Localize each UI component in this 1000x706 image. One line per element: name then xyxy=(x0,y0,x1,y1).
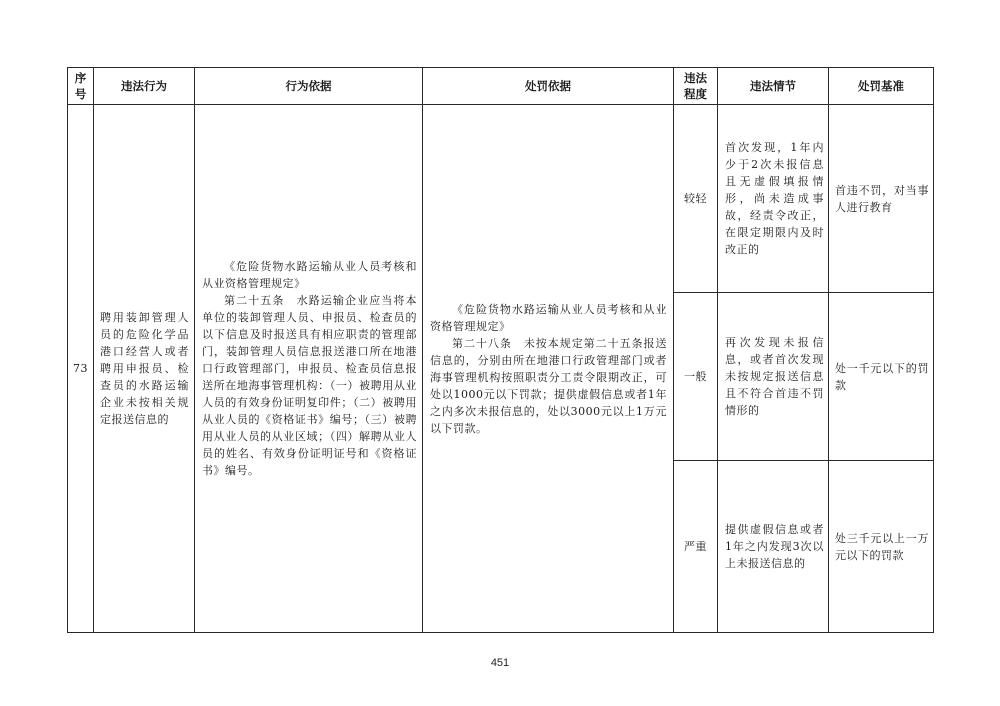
header-circumstance: 违法情节 xyxy=(718,68,829,105)
standard-serious: 处三千元以上一万元以下的罚款 xyxy=(829,461,934,633)
table-header-row xyxy=(68,68,934,105)
conduct-basis-title: 《危险货物水路运输从业人员考核和从业资格管理规定》 xyxy=(202,260,417,290)
header-seq: 序号 xyxy=(68,68,94,105)
header-standard: 处罚基准 xyxy=(829,68,934,105)
header-conduct-basis: 行为依据 xyxy=(195,68,423,105)
circumstance-minor: 首次发现，1年内少于2次未报信息且无虚假填报情形，尚未造成事故，经责令改正，在限定期限内及时改正的 xyxy=(718,105,829,293)
conduct-basis-article: 第二十五条 水路运输企业应当将本单位的装卸管理人员、申报员、检查员的以下信息及时报送具有相应职责的管理部门，装卸管理人员信息报送港口所在地港口行政管理部门，申报员、检查员信息报送所在地海事管理机构：（一）被聘用从业人员的有效身份证明复印件；（二）被聘用从业人员的《资格证书》编号；（三）被聘用从业人员的从业区域；（四）解聘从业人员的姓名、有效身份证明证号和《资格证书》编号。 xyxy=(202,294,417,477)
header-violation: 违法行为 xyxy=(94,68,195,105)
circumstance-serious: 提供虚假信息或者1年之内发现3次以上未报送信息的 xyxy=(718,461,829,633)
standard-minor: 首违不罚，对当事人进行教育 xyxy=(829,105,934,293)
row-violation: 聘用装卸管理人员的危险化学品港口经营人或者聘用申报员、检查员的水路运输企业未按相关规定报送信息的 xyxy=(94,105,195,633)
header-penalty-basis: 处罚依据 xyxy=(423,68,674,105)
row-conduct-basis xyxy=(195,105,423,633)
penalty-standards-table xyxy=(67,67,934,633)
table-row xyxy=(68,105,934,293)
row-penalty-basis xyxy=(423,105,674,633)
degree-serious: 严重 xyxy=(674,461,718,633)
degree-minor: 较轻 xyxy=(674,105,718,293)
row-seq: 73 xyxy=(68,105,94,633)
penalty-basis-article: 第二十八条 未按本规定第二十五条报送信息的，分别由所在地港口行政管理部门或者海事管理机构按照职责分工责令限期改正，可处以1000元以下罚款；提供虚假信息或者1年之内多次未报信息的，处以3000元以上1万元以下罚款。 xyxy=(430,336,667,435)
penalty-basis-title: 《危险货物水路运输从业人员考核和从业资格管理规定》 xyxy=(430,302,667,333)
standard-general: 处一千元以下的罚款 xyxy=(829,293,934,461)
page-number: 451 xyxy=(490,657,510,669)
header-degree: 违法程度 xyxy=(674,68,718,105)
degree-general: 一般 xyxy=(674,293,718,461)
circumstance-general: 再次发现未报信息，或者首次发现未按规定报送信息且不符合首违不罚情形的 xyxy=(718,293,829,461)
